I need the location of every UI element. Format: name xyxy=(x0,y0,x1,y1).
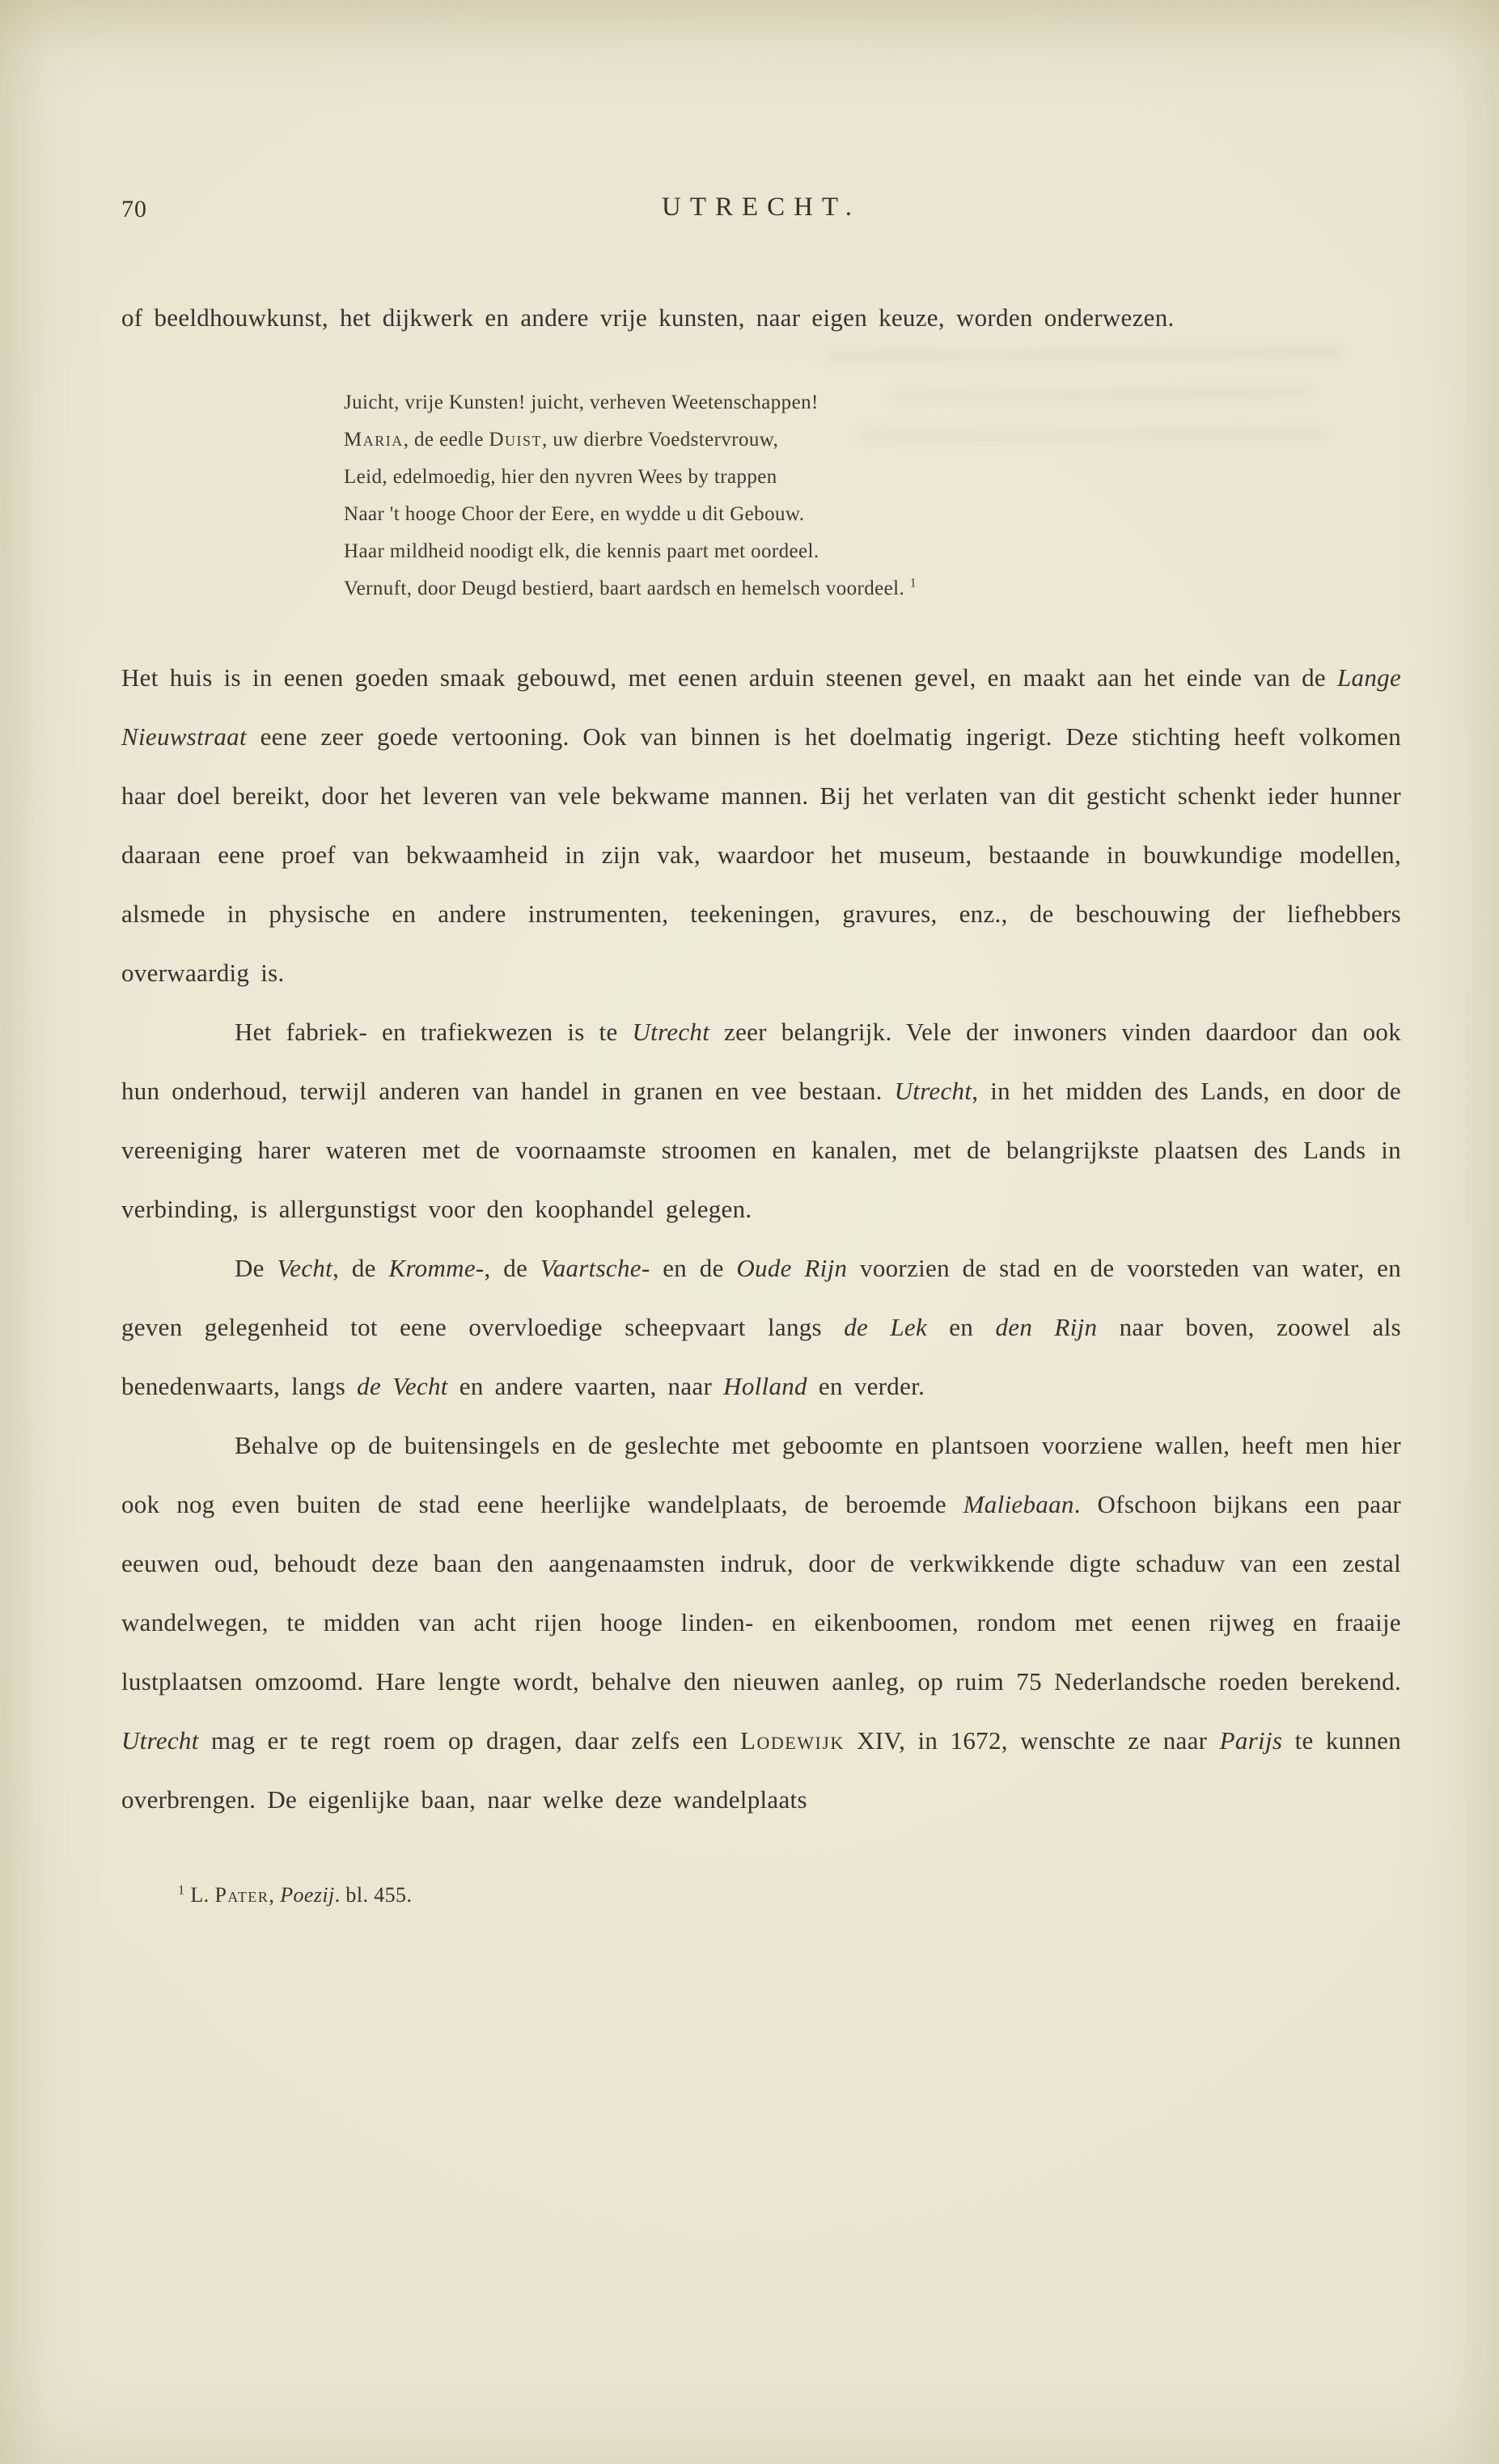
paragraph: of beeldhouwkunst, het dijkwerk en andere vrije kunsten, naar eigen keuze, worden onderwezen. xyxy=(121,303,1175,332)
page-content xyxy=(121,193,1401,1912)
verse-line: Naar 't hooge Choor der Eere, en wydde u dit Gebouw. xyxy=(344,503,805,525)
page-title: UTRECHT. xyxy=(662,193,861,222)
running-header xyxy=(121,193,1401,288)
verse-block xyxy=(344,384,1401,608)
footnote: $^1$ L. Pater, Poezij. bl. 455. xyxy=(178,1883,413,1907)
verse-line: Maria, de eedle Duist, uw dierbre Voedstervrouw, xyxy=(344,429,779,451)
paragraph: De Vecht, de Kromme-, de Vaartsche- en de Oude Rijn voorzien de stad en de voorsteden van water, en geven gelegenheid tot eene overvloedige scheepvaart langs de Lek en den Rijn naar boven, zoowel als benedenwaarts, langs de Vecht en andere vaarten, naar Holland en verder. xyxy=(121,1254,1402,1400)
verse-line: Juicht, vrije Kunsten! juicht, verheven Weetenschappen! xyxy=(344,392,819,413)
page-number: 70 xyxy=(121,196,147,222)
verse-line: Leid, edelmoedig, hier den nyvren Wees by trappen xyxy=(344,466,777,488)
paragraph: Het huis is in eenen goeden smaak gebouwd, met eenen arduin steenen gevel, en maakt aan het einde van de Lange Nieuwstraat eene zeer goede vertooning. Ook van binnen is het doelmatig ingerigt. Deze stichting heeft volkomen haar doel bereikt, door het leveren van vele bekwame mannen. Bij het verlaten van dit gesticht schenkt ieder hunner daaraan eene proef van bekwaamheid in zijn vak, waardoor het museum, bestaande in bouwkundige modellen, alsmede in physische en andere instrumenten, teekeningen, gravures, enz., de beschouwing der liefhebbers overwaardig is. xyxy=(121,663,1401,987)
verse-line: Vernuft, door Deugd bestierd, baart aardsch en hemelsch voordeel. $^1$ xyxy=(344,576,917,599)
verse-line: Haar mildheid noodigt elk, die kennis paart met oordeel. xyxy=(344,540,819,562)
paragraph: Het fabriek- en trafiekwezen is te Utrecht zeer belangrijk. Vele der inwoners vinden daardoor dan ook hun onderhoud, terwijl anderen van handel in granen en vee bestaan. Utrecht, in het midden des Lands, en door de vereeniging harer wateren met de voornaamste stroomen en kanalen, met de belangrijkste plaatsen des Lands in verbinding, is allergunstigst voor den koophandel gelegen. xyxy=(121,1018,1402,1223)
paragraph: Behalve op de buitensingels en de geslechte met geboomte en plantsoen voorziene wallen, heeft men hier ook nog even buiten de stad eene heerlijke wandelplaats, de beroemde Maliebaan. Ofschoon bijkans een paar eeuwen oud, behoudt deze baan den aangenaamsten indruk, door de verkwikkende digte schaduw van een zestal wandelwegen, te midden van acht rijen hooge linden- en eikenboomen, rondom met eenen rijweg en fraaije lustplaatsen omzoomd. Hare lengte wordt, behalve den nieuwen aanleg, op ruim 75 Nederlandsche roeden berekend. Utrecht mag er te regt roem op dragen, daar zelfs een Lodewijk XIV, in 1672, wenschte ze naar Parijs te kunnen overbrengen. De eigenlijke baan, naar welke deze wandelplaats xyxy=(121,1431,1401,1814)
